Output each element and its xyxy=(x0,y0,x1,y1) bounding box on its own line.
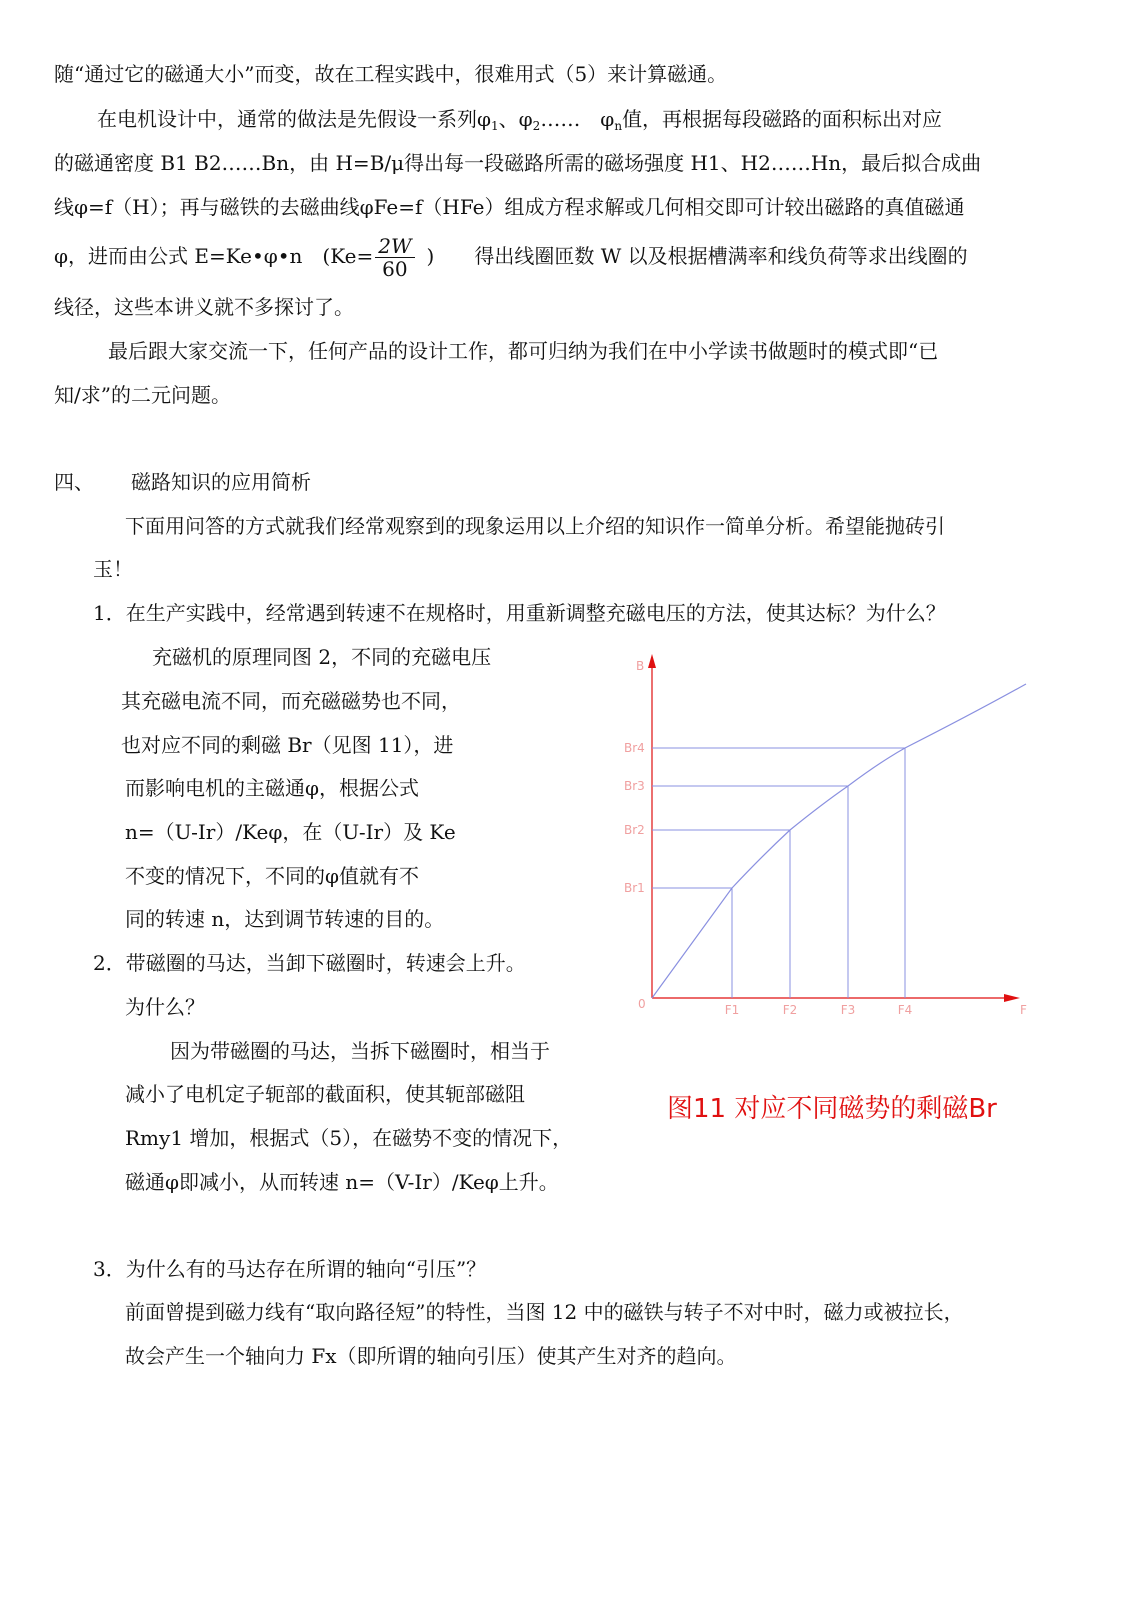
text-line: 前面曾提到磁力线有“取向路径短”的特性，当图 12 中的磁铁与转子不对中时，磁力或被拉长， xyxy=(125,1300,964,1324)
text-run: φ，进而由公式 E=Ke•φ•n (Ke= xyxy=(54,244,374,268)
text-line: 线径，这些本讲义就不多探讨了。 xyxy=(54,295,354,319)
y-tick-label: Br4 xyxy=(624,741,645,755)
text-line: 下面用问答的方式就我们经常观察到的现象运用以上介绍的知识作一简单分析。希望能抛砖引 xyxy=(125,514,945,538)
x-tick-label: F2 xyxy=(782,1003,798,1017)
text-run: 值，再根据每段磁路的面积标出对应 xyxy=(622,107,943,131)
text-line: 最后跟大家交流一下，任何产品的设计工作，都可归纳为我们在中小学读书做题时的模式即“已 xyxy=(108,339,939,363)
y-tick-label: Br3 xyxy=(624,779,645,793)
origin-label: 0 xyxy=(638,997,646,1011)
x-tick-label: F3 xyxy=(840,1003,856,1017)
text-line: 减小了电机定子轭部的截面积，使其轭部磁阻 xyxy=(125,1082,525,1106)
text-line: 的磁通密度 B1 B2……Bn，由 H=B/μ得出每一段磁路所需的磁场强度 H1、H2……Hn，最后拟合成曲 xyxy=(54,151,982,175)
y-tick-label: Br2 xyxy=(624,823,645,837)
text-run: 得出线圈匝数 W 以及根据槽满率和线负荷等求出线圈的 xyxy=(474,244,968,268)
subscript: 2 xyxy=(532,119,541,133)
subscript: n xyxy=(614,119,623,133)
question-2: 2．带磁圈的马达，当卸下磁圈时，转速会上升。 xyxy=(93,951,526,975)
text-run: ) xyxy=(426,244,435,268)
text-line: 而影响电机的主磁通φ，根据公式 xyxy=(125,776,420,800)
x-axis-arrow xyxy=(1004,994,1020,1002)
text-line xyxy=(97,107,942,134)
x-tick-label: F4 xyxy=(897,1003,913,1017)
fraction-numerator: 2W xyxy=(375,235,414,258)
text-line: 玉！ xyxy=(93,557,133,581)
text-line: 为什么？ xyxy=(125,995,205,1019)
text-line: Rmy1 增加，根据式（5），在磁势不变的情况下， xyxy=(125,1126,573,1150)
x-tick-label: F1 xyxy=(724,1003,740,1017)
text-line: 因为带磁圈的马达，当拆下磁圈时，相当于 xyxy=(170,1039,550,1063)
text-line: 磁通φ即减小，从而转速 n=（V-Ir）/Keφ上升。 xyxy=(125,1170,559,1194)
y-tick-label: Br1 xyxy=(624,881,645,895)
text-run: 在电机设计中，通常的做法是先假设一系列φ xyxy=(97,107,492,131)
x-axis-label: F xyxy=(1020,1003,1027,1017)
text-line: 其充磁电流不同，而充磁磁势也不同， xyxy=(121,689,461,713)
text-line: 随“通过它的磁通大小”而变，故在工程实践中，很难用式（5）来计算磁通。 xyxy=(54,62,728,86)
text-run: …… φ xyxy=(540,107,615,131)
text-line: 不变的情况下，不同的φ值就有不 xyxy=(125,864,420,888)
text-line: 故会产生一个轴向力 Fx（即所谓的轴向引压）使其产生对齐的趋向。 xyxy=(125,1344,737,1368)
y-axis-arrow xyxy=(648,654,656,668)
text-line: 线φ=f（H）；再与磁铁的去磁曲线φFe=f（HFe）组成方程求解或几何相交即可计较出磁路的真值磁通 xyxy=(54,195,965,219)
figure-11-chart xyxy=(620,650,1040,1030)
text-line: 知/求”的二元问题。 xyxy=(54,383,231,407)
formula-line xyxy=(54,232,968,280)
section-title: 磁路知识的应用简析 xyxy=(131,470,311,494)
b-f-curve xyxy=(652,684,1026,998)
fraction-denominator: 60 xyxy=(382,257,408,281)
text-run: 、φ xyxy=(498,107,533,131)
y-axis-label: B xyxy=(636,659,645,673)
subscript: 1 xyxy=(491,119,499,133)
fraction xyxy=(375,235,414,280)
text-line: 同的转速 n，达到调节转速的目的。 xyxy=(125,907,445,931)
text-line: 也对应不同的剩磁 Br（见图 11），进 xyxy=(121,733,454,757)
section-number: 四、 xyxy=(54,470,94,494)
figure-caption: 图11 对应不同磁势的剩磁Br xyxy=(667,1094,997,1124)
text-line: n=（U-Ir）/Keφ，在（U-Ir）及 Ke xyxy=(125,820,456,844)
text-line: 充磁机的原理同图 2，不同的充磁电压 xyxy=(152,645,492,669)
question-1: 1．在生产实践中，经常遇到转速不在规格时，用重新调整充磁电压的方法，使其达标？为什么？ xyxy=(93,601,946,625)
question-3: 3．为什么有的马达存在所谓的轴向“引压”？ xyxy=(93,1257,487,1281)
